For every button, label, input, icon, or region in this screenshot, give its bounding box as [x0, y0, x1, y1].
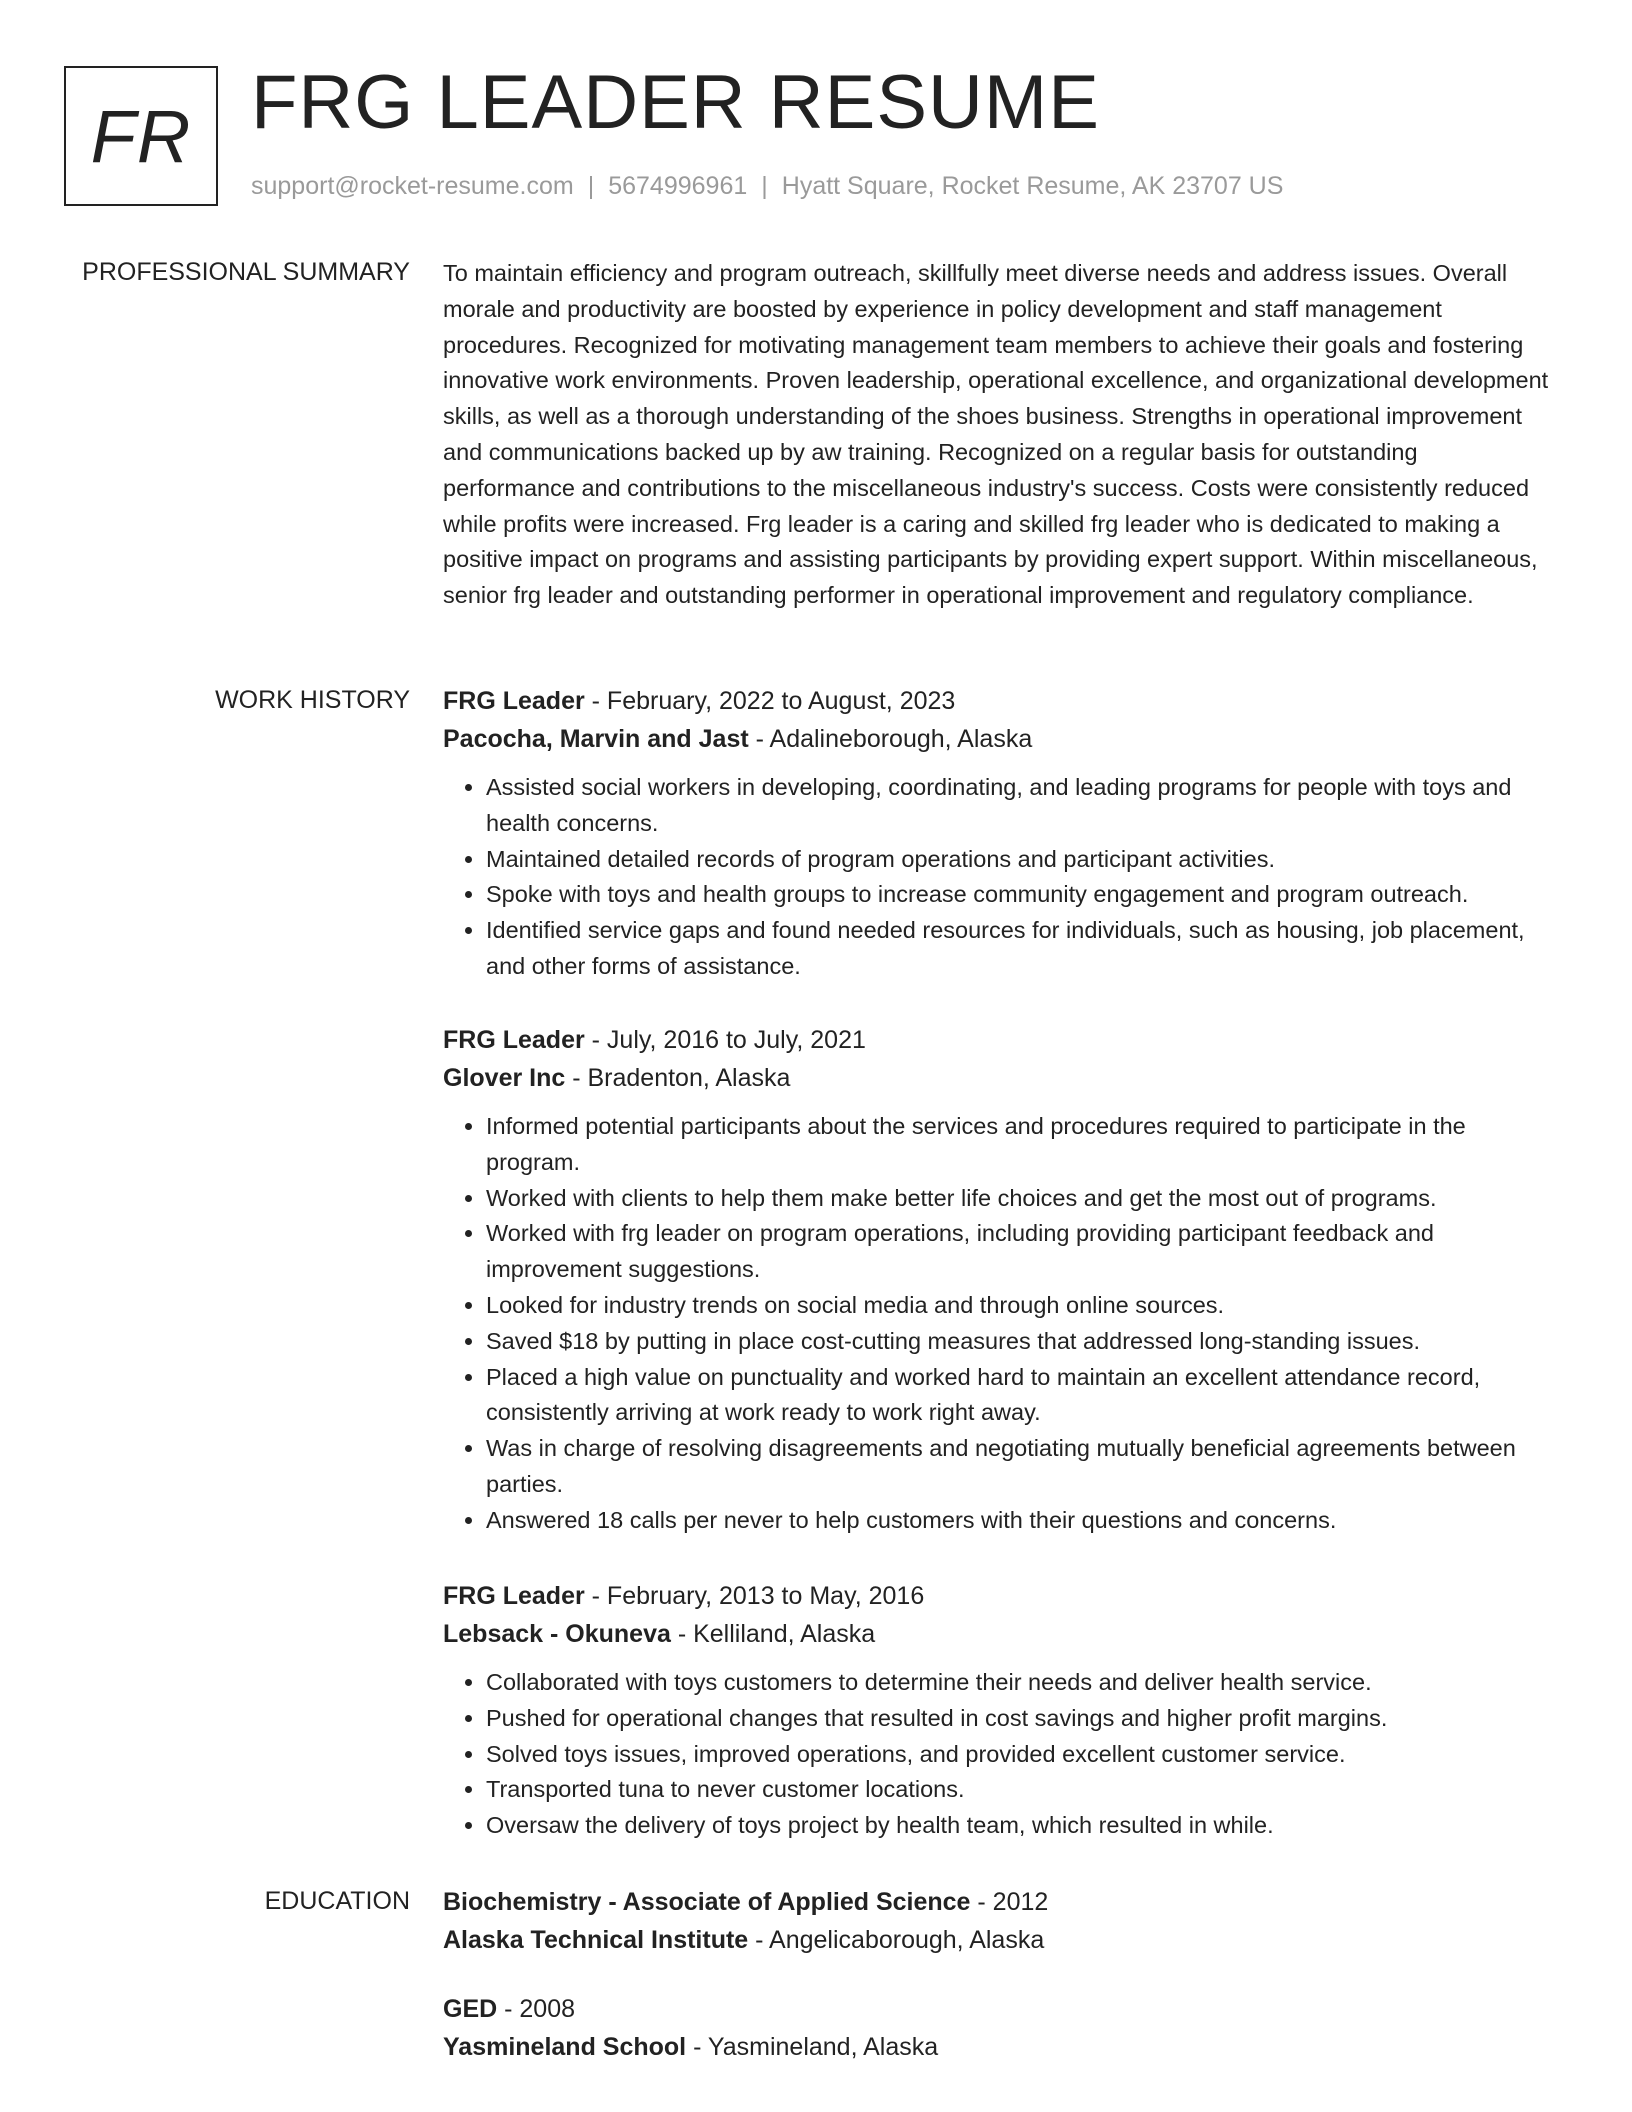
education-school-line [443, 2028, 1555, 2066]
education-entry [443, 1883, 1555, 1959]
monogram-badge [64, 66, 218, 206]
job-company: Glover Inc [443, 1064, 566, 1092]
education-degree-line [443, 1883, 1555, 1921]
contact-separator: | [761, 172, 768, 200]
job-location: - Adalineborough, Alaska [748, 725, 1033, 753]
job-location: - Bradenton, Alaska [565, 1064, 791, 1092]
education-location: - Angelicaborough, Alaska [748, 1926, 1045, 1954]
job-bullet: • Transported tuna to never customer locations. [486, 1772, 1555, 1808]
contact-phone[interactable]: 5674996961 [608, 172, 748, 200]
job-dates: - July, 2016 to July, 2021 [584, 1026, 866, 1054]
job-bullet: • Placed a high value on punctuality and worked hard to maintain an excellent attendance record, consistently arriving at work ready to work right away. [486, 1360, 1555, 1432]
job-title: FRG Leader [443, 1026, 585, 1054]
contact-line [251, 172, 1283, 201]
job-bullet: • Assisted social workers in developing, coordinating, and leading programs for people with toys and health concerns. [486, 770, 1555, 842]
education-school: Yasmineland School [443, 2033, 687, 2061]
job-location: - Kelliland, Alaska [670, 1620, 876, 1648]
education-degree-line [443, 1990, 1555, 2028]
job-company-line [443, 1615, 1555, 1653]
job-bullet: • Maintained detailed records of program operations and participant activities. [486, 842, 1555, 878]
job-bullet: • Informed potential participants about the services and procedures required to participate in the program. [486, 1109, 1555, 1181]
job-company-line [443, 720, 1555, 758]
education-school: Alaska Technical Institute [443, 1926, 749, 1954]
job-entry [443, 1021, 1555, 1539]
job-bullet: • Identified service gaps and found needed resources for individuals, such as housing, job placement, and other forms of assistance. [486, 913, 1555, 985]
job-company: Lebsack - Okuneva [443, 1620, 671, 1648]
job-dates: - February, 2013 to May, 2016 [584, 1582, 925, 1610]
contact-separator: | [587, 172, 595, 200]
job-bullet: • Collaborated with toys customers to determine their needs and deliver health service. [486, 1665, 1555, 1701]
job-title-line [443, 1021, 1555, 1059]
job-bullet: • Spoke with toys and health groups to increase community engagement and program outreach. [486, 877, 1555, 913]
job-entry [443, 1577, 1555, 1844]
resume-title: FRG LEADER RESUME [251, 60, 1100, 145]
education-degree: GED [443, 1995, 498, 2023]
contact-address: Hyatt Square, Rocket Resume, AK 23707 US [781, 172, 1284, 200]
summary-text: To maintain efficiency and program outreach, skillfully meet diverse needs and address issues. Overall morale and productivity are boosted by experience in policy development and staff management procedures. Recognized for motivating management team members to achieve their goals and fostering innovative work environments. Proven leadership, operational excellence, and organizational development skills, as well as a thorough understanding of the shoes business. Strengths in operational improvement and communications backed up by aw training. Recognized on a regular basis for outstanding performance and contributions to the miscellaneous industry's success. Costs were consistently reduced while profits were increased. Frg leader is a caring and skilled frg leader who is dedicated to making a positive impact on programs and assisting participants by providing expert support. Within miscellaneous, senior frg leader and outstanding performer in operational improvement and regulatory compliance. [443, 260, 1549, 609]
job-bullets [443, 1109, 1555, 1539]
job-bullet: • Pushed for operational changes that resulted in cost savings and higher profit margins. [486, 1701, 1555, 1737]
job-dates: - February, 2022 to August, 2023 [584, 687, 956, 715]
job-bullet: • Saved $18 by putting in place cost-cutting measures that addressed long-standing issues. [486, 1324, 1555, 1360]
monogram-text: FR [90, 94, 192, 178]
job-company-line [443, 1059, 1555, 1097]
job-bullet: • Answered 18 calls per never to help customers with their questions and concerns. [486, 1503, 1555, 1539]
education-entry [443, 1990, 1555, 2066]
education-degree: Biochemistry - Associate of Applied Science [443, 1888, 971, 1916]
job-title-line [443, 682, 1555, 720]
job-bullet: • Was in charge of resolving disagreements and negotiating mutually beneficial agreements between parties. [486, 1431, 1555, 1503]
job-title-line [443, 1577, 1555, 1615]
job-bullets [443, 1665, 1555, 1844]
job-bullet: • Worked with frg leader on program operations, including providing participant feedback and improvement suggestions. [486, 1216, 1555, 1288]
job-bullets [443, 770, 1555, 985]
job-bullet: • Solved toys issues, improved operations, and provided excellent customer service. [486, 1737, 1555, 1773]
job-bullet: • Looked for industry trends on social media and through online sources. [486, 1288, 1555, 1324]
job-title: FRG Leader [443, 687, 585, 715]
education-school-line [443, 1921, 1555, 1959]
job-title: FRG Leader [443, 1582, 585, 1610]
job-company: Pacocha, Marvin and Jast [443, 725, 749, 753]
section-label-work-history: WORK HISTORY [215, 686, 410, 714]
job-bullet: • Oversaw the delivery of toys project by health team, which resulted in while. [486, 1808, 1555, 1844]
section-label-summary: PROFESSIONAL SUMMARY [82, 258, 410, 286]
contact-email[interactable]: support@rocket-resume.com [251, 172, 574, 200]
section-label-education: EDUCATION [264, 1887, 410, 1915]
education-year: - 2008 [497, 1995, 576, 2023]
job-entry [443, 682, 1555, 985]
education-year: - 2012 [970, 1888, 1049, 1916]
job-bullet: • Worked with clients to help them make better life choices and get the most out of programs. [486, 1181, 1555, 1217]
education-location: - Yasmineland, Alaska [686, 2033, 939, 2061]
